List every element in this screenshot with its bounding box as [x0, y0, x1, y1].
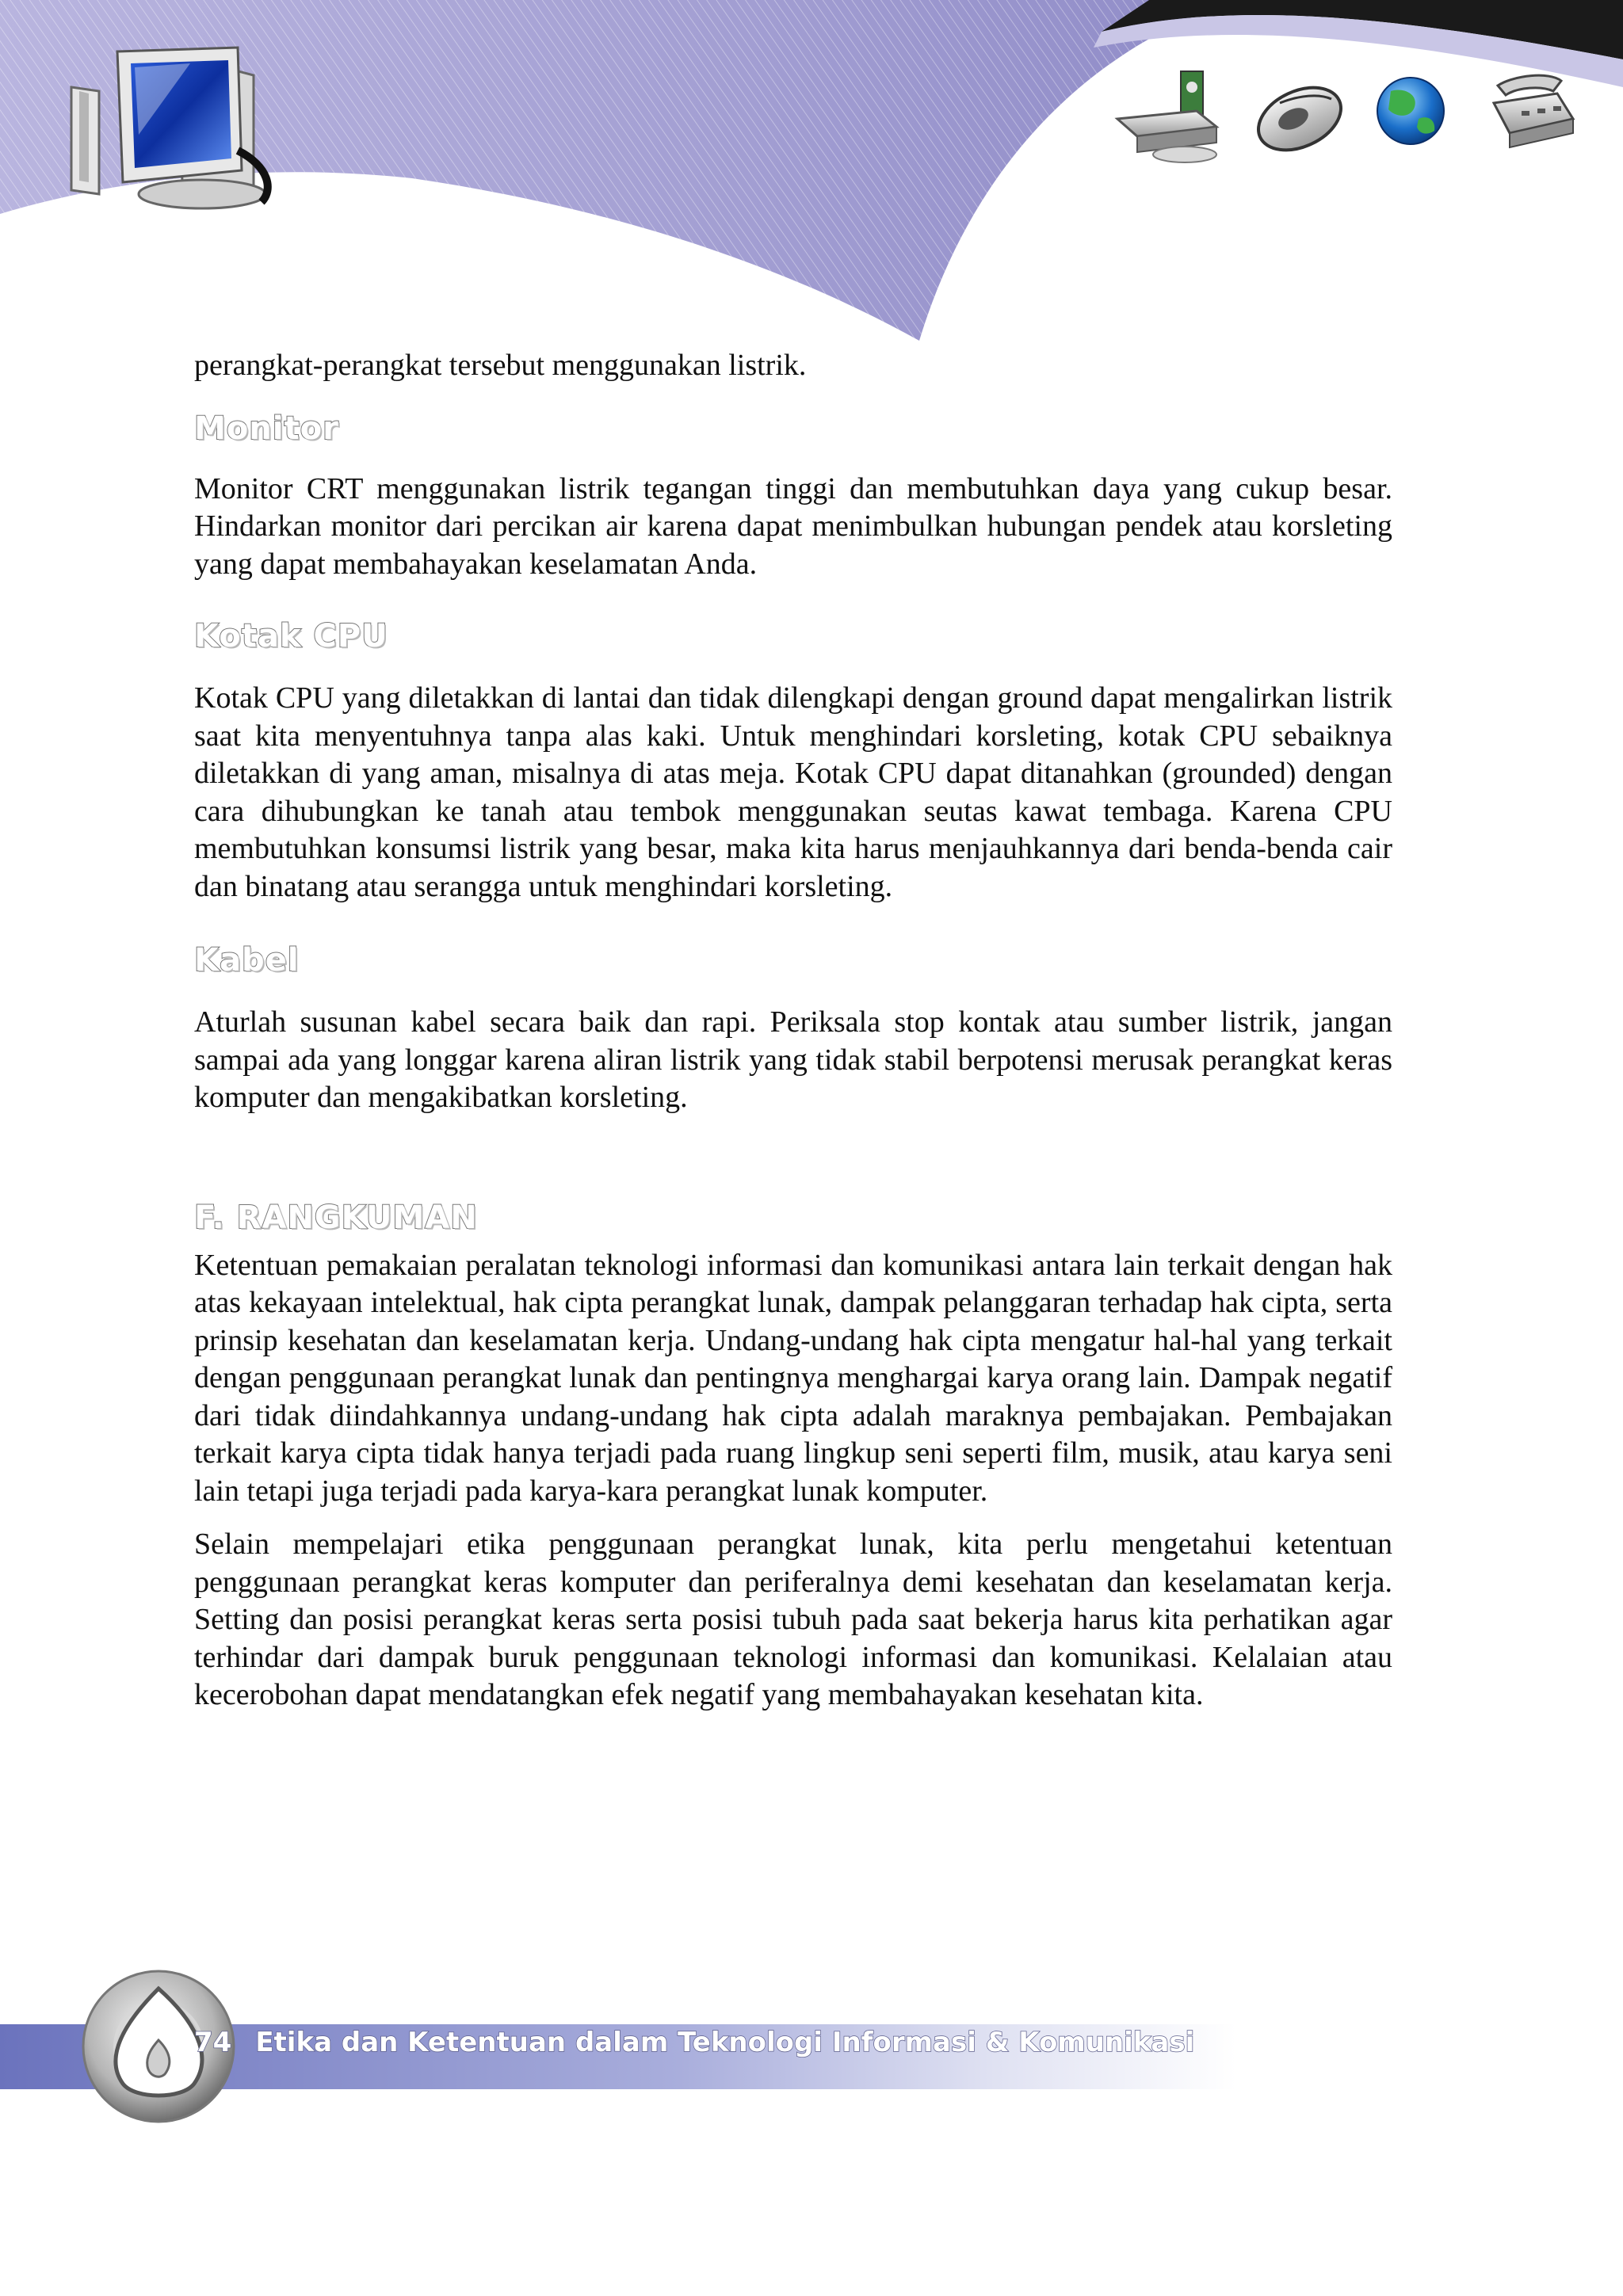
heading-monitor: Monitor — [194, 410, 339, 447]
footer-running-title — [194, 2027, 1194, 2058]
book-title: Etika dan Ketentuan dalam Teknologi Informasi & Komunikasi — [255, 2027, 1195, 2058]
telephone-icon — [1494, 75, 1573, 147]
paragraph-rangkuman-2: Selain mempelajari etika penggunaan perangkat lunak, kita perlu mengetahui ketentuan penggunaan perangkat keras komputer dan periferalnya demi kesehatan dan keselamatan kerja. Setting dan posisi perangkat keras serta posisi tubuh pada saat bekerja harus kita perhatikan agar terhindar dari dampak buruk penggunaan teknologi informasi dan komunikasi. Kelalaian atau kecerobohan dapat mendatangkan efek negatif yang membahayakan kesehatan kita. — [194, 1527, 1392, 1711]
paragraph-kabel: Aturlah susunan kabel secara baik dan rapi. Periksala stop kontak atau sumber listrik, jangan sampai ada yang longgar karena aliran listrik yang tidak stabil berpotensi merusak perangkat keras komputer dan mengakibatkan korsleting. — [194, 1005, 1392, 1114]
heading-kotak-cpu: Kotak CPU — [194, 618, 388, 654]
paragraph-rangkuman-1: Ketentuan pemakaian peralatan teknologi informasi dan komunikasi antara lain terkait dengan hak atas kekayaan intelektual, hak cipta perangkat lunak, dampak pelanggaran terhadap hak cipta, serta prinsip kesehatan dan keselamatan kerja. Undang-undang hak cipta mengatur hal-hal yang terkait dengan penggunaan perangkat lunak dan pentingnya menghargai karya orang lain. Dampak negatif dari tidak diindahkannya undang-undang hak cipta adalah maraknya pembajakan. Pembajakan terkait karya cipta tidak hanya terjadi pada ruang lingkup seni seperti film, musik, atau karya seni lain tetapi juga terjadi pada karya-kara perangkat lunak komputer. — [194, 1248, 1392, 1508]
heading-kabel: Kabel — [194, 942, 300, 978]
footer-band — [0, 1965, 1623, 2171]
mouse-icon — [1248, 75, 1350, 162]
globe-icon — [1377, 78, 1444, 144]
modem-router-icon — [1117, 71, 1216, 162]
heading-rangkuman: F. RANGKUMAN — [194, 1199, 478, 1236]
page-number: 74 — [194, 2027, 232, 2058]
page-content — [194, 347, 1392, 1714]
continued-text: perangkat-perangkat tersebut menggunakan listrik. — [194, 349, 807, 382]
paragraph-monitor: Monitor CRT menggunakan listrik tegangan tinggi dan membutuhkan daya yang cukup besar. Hindarkan monitor dari percikan air karena dapat menimbulkan hubungan pendek atau korsleting yang dapat membahayakan keselamatan Anda. — [194, 471, 1392, 581]
header-banner — [0, 0, 1623, 349]
paragraph-kotak-cpu: Kotak CPU yang diletakkan di lantai dan tidak dilengkapi dengan ground dapat mengalirkan listrik saat kita menyentuhnya tanpa alas kaki. Untuk menghindari korsleting, kotak CPU sebaiknya diletakkan di yang aman, misalnya di atas meja. Kotak CPU dapat ditanahkan (grounded) dengan cara dihubungkan ke tanah atau tembok menggunakan seutas kawat tembaga. Karena CPU membutuhkan konsumsi listrik yang besar, maka kita harus menjauhkannya dari benda-benda cair dan binatang atau serangga untuk menghindari korsleting. — [194, 681, 1392, 903]
